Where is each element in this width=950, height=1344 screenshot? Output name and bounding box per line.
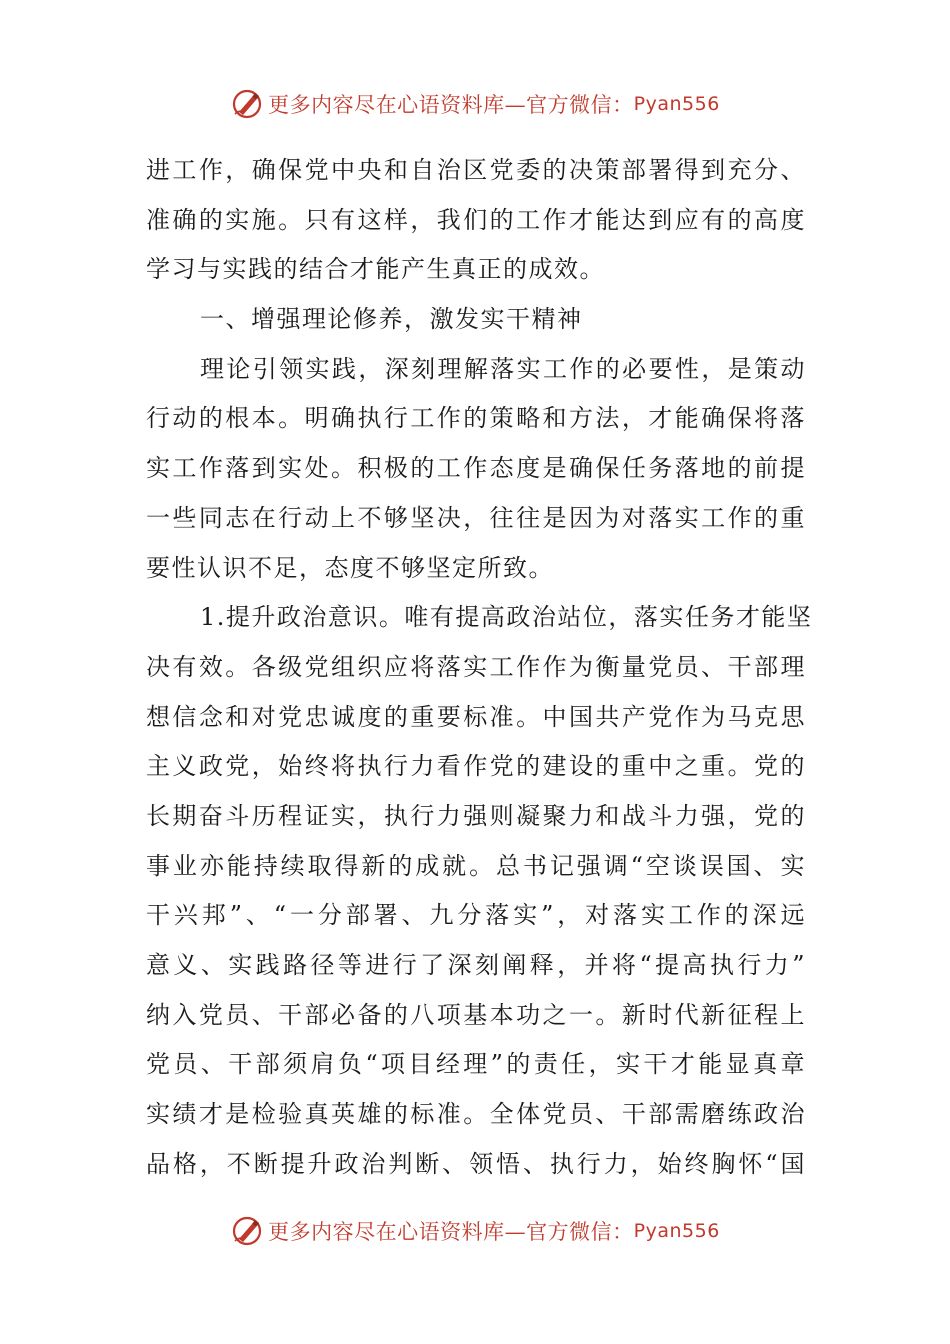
text-line: 理论引领实践，深刻理解落实工作的必要性，是策动 xyxy=(200,354,806,383)
text-line: 准确的实施。只有这样，我们的工作才能达到应有的高度 xyxy=(146,205,806,234)
text-line: 一些同志在行动上不够坚决，往往是因为对落实工作的重 xyxy=(146,503,806,532)
watermark-header xyxy=(0,84,950,124)
watermark-footer xyxy=(0,1211,950,1251)
text-line: 品格，不断提升政治判断、领悟、执行力，始终胸怀“国 xyxy=(146,1149,806,1178)
pen-logo-icon xyxy=(230,87,264,121)
text-line: 实工作落到实处。积极的工作态度是确保任务落地的前提 xyxy=(146,454,806,483)
text-line: 学习与实践的结合才能产生真正的成效。 xyxy=(146,255,605,284)
document-body xyxy=(146,146,813,1189)
text-line: 主义政党，始终将执行力看作党的建设的重中之重。党的 xyxy=(146,752,806,781)
text-line: 长期奋斗历程证实，执行力强则凝聚力和战斗力强，党的 xyxy=(146,801,806,830)
text-line: 决有效。各级党组织应将落实工作作为衡量党员、干部理 xyxy=(146,652,806,681)
pen-logo-icon xyxy=(230,1214,264,1248)
text-line: 党员、干部须肩负“项目经理”的责任，实干才能显真章 xyxy=(146,1050,806,1079)
text-line: 事业亦能持续取得新的成就。总书记强调“空谈误国、实 xyxy=(146,851,806,880)
text-line: 进工作，确保党中央和自治区党委的决策部署得到充分、 xyxy=(146,156,806,184)
text-line: 干兴邦”、“一分部署、九分落实”，对落实工作的深远 xyxy=(146,901,806,930)
text-line: 想信念和对党忠诚度的重要标准。中国共产党作为马克思 xyxy=(146,702,806,731)
text-line: 纳入党员、干部必备的八项基本功之一。新时代新征程上 xyxy=(146,1000,806,1029)
watermark-text: 更多内容尽在心语资料库—官方微信： xyxy=(268,1220,634,1244)
text-line: 实绩才是检验真英雄的标准。全体党员、干部需磨练政治 xyxy=(146,1100,806,1129)
watermark-text: 更多内容尽在心语资料库—官方微信： xyxy=(268,93,634,117)
section-heading: 一、增强理论修养，激发实干精神 xyxy=(200,305,583,334)
watermark-wechat-id: Pyan556 xyxy=(633,93,720,115)
text-line: 1.提升政治意识。唯有提高政治站位，落实任务才能坚 xyxy=(200,603,813,632)
text-line: 要性认识不足，态度不够坚定所致。 xyxy=(146,553,554,582)
text-line: 行动的根本。明确执行工作的策略和方法，才能确保将落 xyxy=(146,404,806,433)
watermark-wechat-id: Pyan556 xyxy=(633,1220,720,1242)
text-line: 意义、实践路径等进行了深刻阐释，并将“提高执行力” xyxy=(146,951,806,979)
